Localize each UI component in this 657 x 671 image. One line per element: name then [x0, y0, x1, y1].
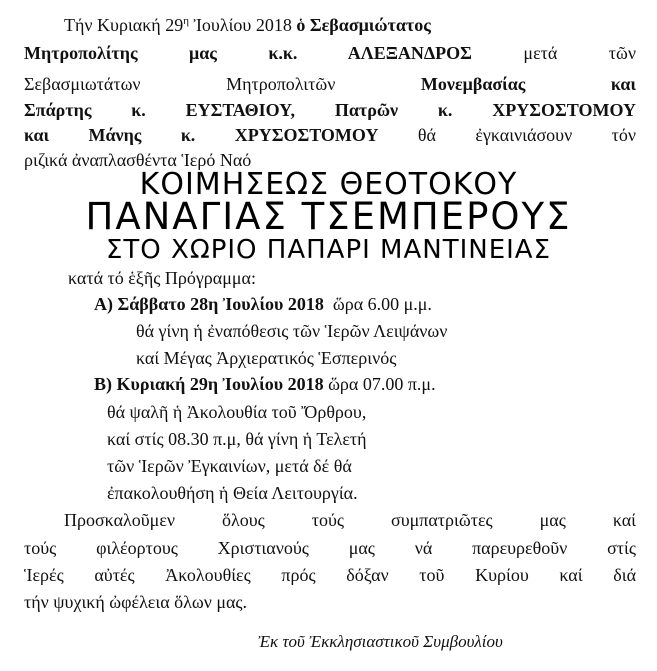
program-a-line-2: θά γίνη ἡ ἐναπόθεσις τῶν Ἱερῶν Λειψάνων	[136, 321, 448, 341]
program-item-b	[94, 373, 436, 395]
church-name-line-3: ΣΤΟ ΧΩΡΙΟ ΠΑΠΑΡΙ ΜΑΝΤΙΝΕΙΑΣ	[105, 235, 552, 265]
program-b-line-4: τῶν Ἱερῶν Ἐγκαινίων, μετά δέ θά	[107, 456, 352, 476]
signature: Ἐκ τοῦ Ἐκκλησιαστικοῦ Συμβουλίου	[258, 632, 503, 651]
church-name-line-2: ΠΑΝΑΓΙΑΣ ΤΣΕΜΠΕΡΟΥΣ	[85, 195, 572, 238]
program-b-line-3: καί στίς 08.30 π.μ, θά γίνη ἡ Τελετή	[107, 429, 367, 449]
program-b-line-5: ἐπακολουθήση ἡ Θεία Λειτουργία.	[107, 483, 358, 503]
program-b-time: ὥρα 07.00 π.μ.	[328, 374, 436, 394]
program-a-line-3: καί Μέγας Ἀρχιερατικός Ἑσπερινός	[136, 348, 397, 368]
invitation-line-2: τούς φιλέορτους Χριστιανούς μας νά παρευρεθοῦν στίς	[24, 538, 636, 558]
program-a-time: ὥρα 6.00 μ.μ.	[332, 294, 432, 314]
intro-line-1: Τήν Κυριακή $29^\eta$ Ἰουλίου 2018 ὁ Σεβασμιώτατος	[64, 15, 431, 35]
intro-line-5: και Μάνης κ. ΧΡΥΣΟΣΤΟΜΟΥ θά ἐγκαινιάσουν τόν	[24, 125, 636, 145]
intro-line-4: Σπάρτης κ. ΕΥΣΤΑΘΙΟΥ, Πατρῶν κ. ΧΡΥΣΟΣΤΟΜΟΥ	[24, 100, 636, 120]
intro-line-2: Μητροπολίτης μας κ.κ. ΑΛΕΞΑΝΔΡΟΣ μετά τῶν	[24, 43, 636, 63]
program-b-date: Β) Κυριακή 29η Ἰουλίου 2018	[94, 374, 324, 394]
program-b-line-2: θά ψαλῆ ἡ Ἀκολουθία τοῦ Ὄρθρου,	[107, 402, 367, 422]
church-name-line-1: ΚΟΙΜΗΣΕΩΣ ΘΕΟΤΟΚΟΥ	[139, 167, 518, 202]
invitation-line-3: Ἱερές αὐτές Ἀκολουθίες πρός δόξαν τοῦ Κυρίου καί διά	[24, 565, 636, 585]
program-a-date: Α) Σάββατο 28η Ἰουλίου 2018	[94, 294, 324, 314]
invitation-line-1: Προσκαλοῦμεν ὅλους τούς συμπατριῶτες μας καί	[64, 510, 636, 530]
invitation-line-4: τήν ψυχική ὠφέλεια ὅλων μας.	[24, 592, 248, 612]
program-item-a	[94, 293, 432, 315]
program-intro: κατά τό ἑξῆς Πρόγραμμα:	[68, 268, 256, 288]
intro-line-6: ριζικά ἀναπλασθέντα Ἱερό Ναό	[24, 150, 252, 170]
intro-line-3: Σεβασμιωτάτων Μητροπολιτῶν Μονεμβασίας και	[24, 74, 637, 94]
